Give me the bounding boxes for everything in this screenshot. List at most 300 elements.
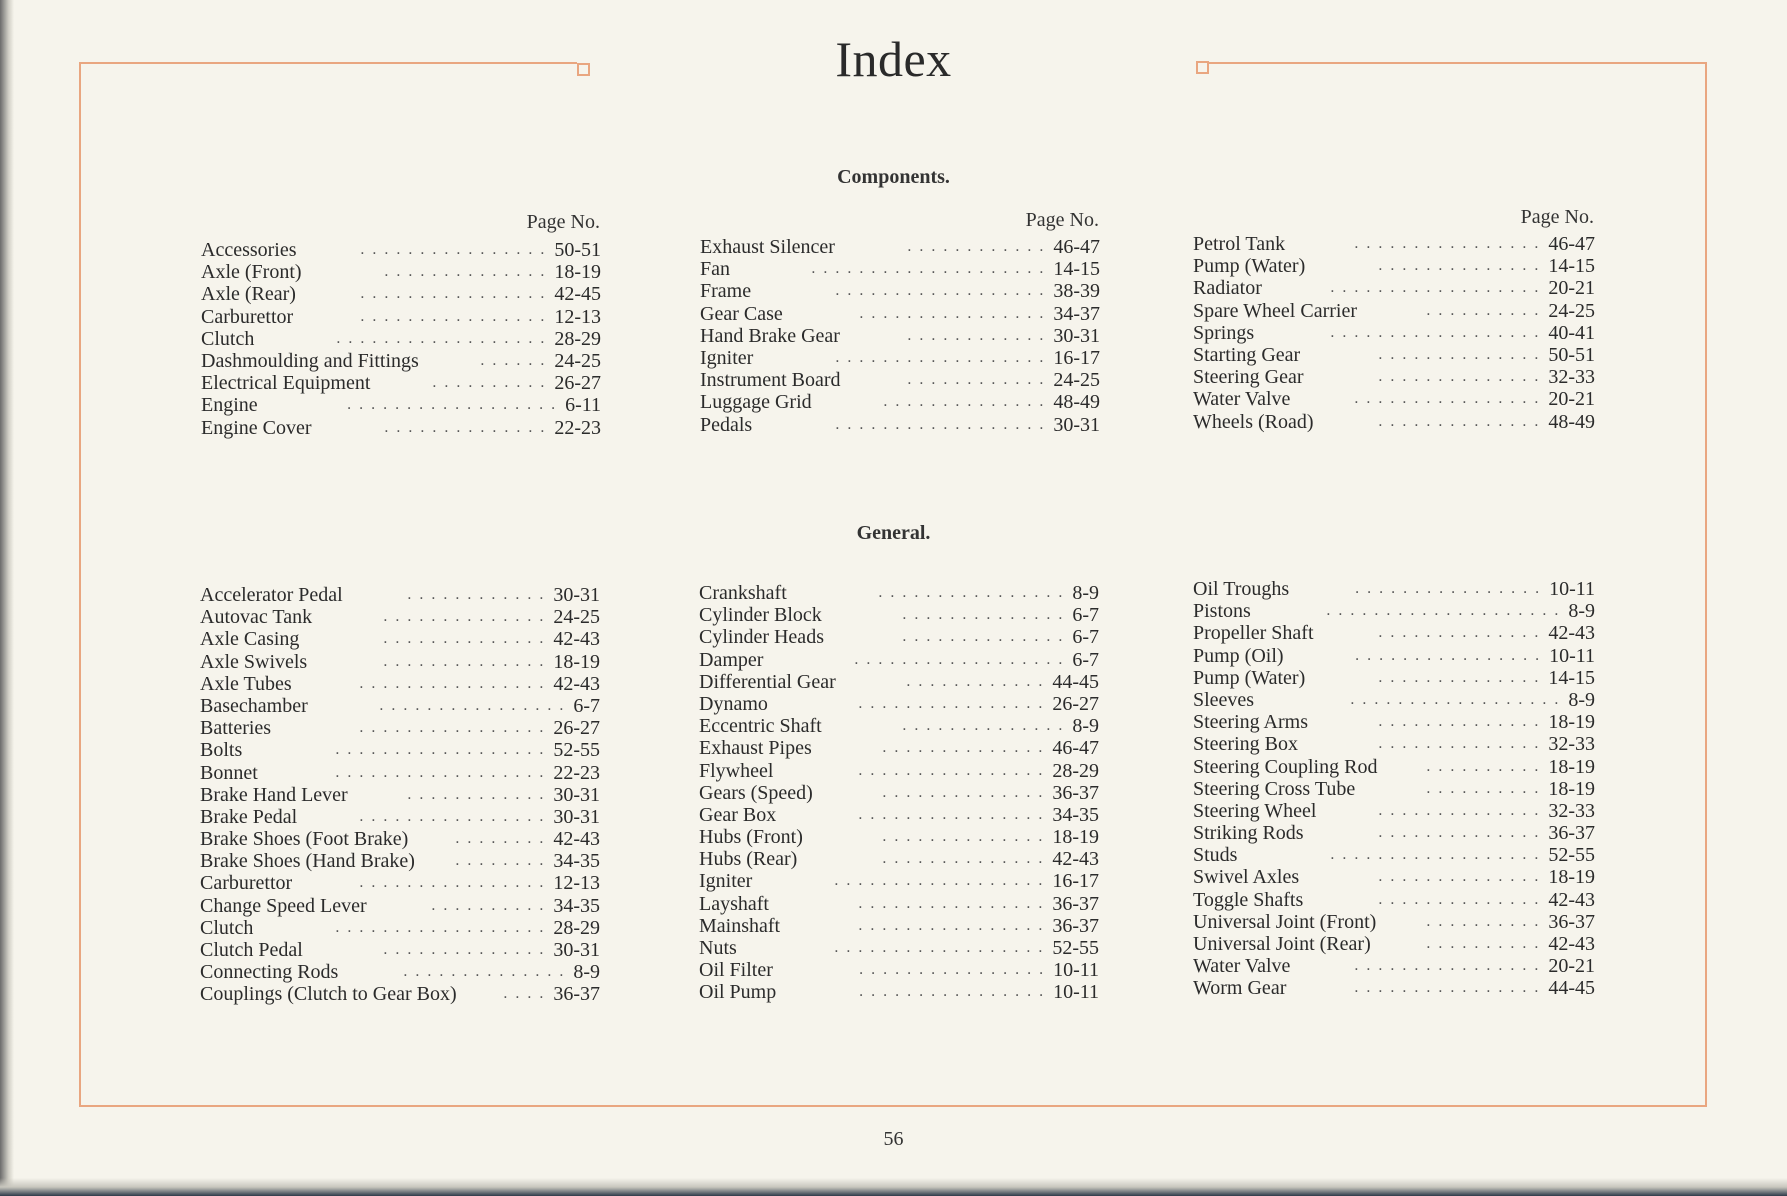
index-entry: [201, 328, 601, 350]
index-entry: [1193, 645, 1595, 667]
entry-page: 42-43: [1548, 933, 1595, 955]
entry-page: 48-49: [1548, 410, 1595, 433]
index-entry: [200, 917, 600, 939]
index-entry: [1193, 800, 1595, 822]
entry-page: 18-19: [1548, 777, 1595, 800]
index-entry: [201, 283, 601, 305]
index-entry: [1193, 889, 1595, 911]
leader-dots: . . . . . . . . . . . . . . . .: [1354, 390, 1541, 408]
entry-name: Springs: [1193, 321, 1255, 344]
entry-page: 30-31: [553, 783, 600, 806]
entry-name: Axle (Front): [201, 261, 302, 284]
entry-name: Studs: [1193, 844, 1238, 867]
index-entry: [1193, 667, 1595, 689]
index-entry: [200, 628, 600, 650]
entry-name: Brake Hand Lever: [200, 783, 348, 806]
entry-name: Layshaft: [699, 892, 769, 915]
entry-name: Brake Pedal: [200, 805, 298, 828]
entry-name: Axle Swivels: [200, 650, 308, 673]
entry-page: 16-17: [1052, 870, 1099, 893]
entry-page: 36-37: [1548, 910, 1595, 933]
components-column-1: [201, 239, 601, 439]
entry-page: 42-45: [554, 283, 601, 306]
components-heading: Components.: [837, 166, 950, 188]
index-entry: [201, 239, 601, 261]
entry-page: 34-35: [553, 850, 600, 873]
entry-name: Bolts: [200, 739, 243, 762]
index-entry: [1193, 822, 1595, 844]
leader-dots: . . . . . . . . . . . . . . . . . .: [336, 329, 547, 347]
leader-dots: . . . . . . . . . . . . . . . .: [359, 674, 546, 692]
index-entry: [200, 961, 600, 983]
leader-dots: . . . . . . . . . . . . . . . .: [359, 874, 546, 892]
entry-name: Radiator: [1193, 277, 1262, 300]
entry-page: 18-19: [1548, 866, 1595, 889]
index-entry: [200, 895, 600, 917]
entry-page: 30-31: [553, 805, 600, 828]
entry-name: Exhaust Pipes: [699, 737, 812, 760]
index-entry: [700, 414, 1100, 436]
entry-name: Spare Wheel Carrier: [1193, 299, 1357, 322]
entry-name: Accelerator Pedal: [200, 584, 343, 606]
entry-page: 8-9: [1072, 715, 1099, 738]
entry-page: 30-31: [1053, 324, 1100, 347]
entry-name: Gear Box: [699, 803, 777, 826]
entry-name: Carburettor: [200, 872, 293, 895]
entry-name: Water Valve: [1193, 388, 1291, 411]
index-entry: [1193, 411, 1595, 433]
index-entry: [699, 626, 1099, 648]
entry-page: 30-31: [553, 584, 600, 606]
index-entry: [1193, 600, 1595, 622]
leader-dots: . . . . . . . . . . . . . . . .: [858, 761, 1045, 779]
entry-page: 18-19: [1548, 755, 1595, 778]
index-entry: [1193, 366, 1595, 388]
entry-name: Autovac Tank: [200, 606, 313, 629]
index-entry: [201, 372, 601, 394]
leader-dots: . . . . . . . . . . . . . . . .: [360, 241, 547, 258]
entry-page: 52-55: [1052, 937, 1099, 959]
entry-name: Striking Rods: [1193, 822, 1304, 845]
entry-name: Bonnet: [200, 761, 258, 784]
entry-page: 6-7: [573, 694, 600, 717]
leader-dots: . . . . . . . . . . . . . .: [1378, 668, 1541, 686]
entry-name: Steering Wheel: [1193, 799, 1317, 822]
leader-dots: . . . . . . . . . . . . . . . . . .: [347, 396, 558, 414]
index-entry: [1193, 955, 1595, 977]
index-entry: [200, 784, 600, 806]
entry-page: 44-45: [1052, 670, 1099, 693]
general-heading: General.: [856, 522, 931, 544]
index-entry: [1193, 622, 1595, 644]
index-entry: [699, 937, 1099, 959]
leader-dots: . . . . . . . . . . . . . .: [383, 630, 546, 648]
index-entry: [699, 782, 1099, 804]
leader-dots: . . . . . . . . . . . . . .: [384, 263, 547, 281]
leader-dots: . . . . . . . . . . . . . .: [882, 783, 1045, 801]
index-entry: [699, 649, 1099, 671]
index-entry: [200, 939, 600, 961]
components-column-3: [1193, 233, 1595, 433]
entry-page: 20-21: [1548, 388, 1595, 411]
entry-name: Damper: [699, 648, 764, 671]
index-entry: [699, 760, 1099, 782]
entry-name: Pistons: [1193, 600, 1251, 623]
leader-dots: . . . . . . . . . . . . . . . . . .: [834, 872, 1045, 890]
index-entry: [1193, 578, 1595, 600]
entry-page: 16-17: [1053, 346, 1100, 369]
index-entry: [1193, 733, 1595, 755]
index-entry: [200, 739, 600, 761]
entry-name: Carburettor: [201, 305, 294, 328]
entry-name: Connecting Rods: [200, 961, 339, 984]
index-entry: [1193, 233, 1595, 255]
entry-name: Nuts: [699, 937, 737, 959]
entry-page: 18-19: [554, 261, 601, 284]
entry-page: 36-37: [1052, 781, 1099, 804]
index-entry: [699, 981, 1099, 1003]
entry-name: Dynamo: [699, 692, 768, 715]
index-entry: [201, 306, 601, 328]
leader-dots: . . . . . . . . . .: [432, 374, 547, 392]
index-entry: [699, 915, 1099, 937]
page-no-header-1: Page No.: [526, 211, 600, 233]
entry-page: 8-9: [1568, 688, 1595, 711]
entry-name: Pedals: [700, 413, 753, 436]
entry-page: 20-21: [1548, 955, 1595, 978]
entry-page: 22-23: [554, 416, 601, 439]
leader-dots: . . . . . . . . . . . . . .: [1378, 345, 1541, 363]
index-entry: [200, 717, 600, 739]
leader-dots: . . . . . . . . . .: [431, 896, 546, 914]
entry-page: 26-27: [554, 372, 601, 395]
index-entry: [200, 983, 600, 1005]
entry-name: Water Valve: [1193, 955, 1291, 978]
entry-page: 6-7: [1072, 604, 1099, 627]
entry-page: 52-55: [553, 739, 600, 762]
leader-dots: . . . . . . . . . . . . . .: [882, 828, 1045, 846]
entry-name: Clutch Pedal: [200, 939, 303, 961]
entry-page: 40-41: [1548, 321, 1595, 344]
leader-dots: . . . . . . . . . .: [1426, 301, 1541, 319]
leader-dots: . . . . . . . . . . . . . . . . . .: [854, 650, 1065, 668]
entry-name: Universal Joint (Front): [1193, 910, 1377, 933]
leader-dots: . . . .: [503, 985, 546, 1003]
leader-dots: . . . . . . . . . . . .: [907, 371, 1046, 389]
entry-page: 34-35: [1052, 803, 1099, 826]
leader-dots: . . . . . . . . . . . . . .: [1378, 257, 1541, 275]
entry-name: Steering Cross Tube: [1193, 777, 1356, 800]
entry-page: 52-55: [1548, 844, 1595, 867]
entry-name: Oil Pump: [699, 981, 777, 1004]
entry-name: Starting Gear: [1193, 343, 1301, 366]
leader-dots: . . . . . .: [480, 351, 547, 369]
leader-dots: . . . . . . . . . . . . . . . . . .: [1330, 279, 1541, 297]
entry-page: 28-29: [1052, 759, 1099, 782]
entry-name: Exhaust Silencer: [700, 236, 835, 258]
leader-dots: . . . . . . . . . . . . . . . .: [1354, 979, 1541, 997]
entry-name: Accessories: [201, 239, 297, 261]
entry-name: Axle Casing: [200, 628, 300, 651]
leader-dots: . . . . . . . . . . . . . .: [1378, 868, 1541, 886]
entry-page: 6-11: [565, 394, 601, 417]
leader-dots: . . . . . . . . . . . . . . . .: [379, 696, 566, 714]
entry-page: 6-7: [1072, 648, 1099, 671]
leader-dots: . . . . . . . . . . . . . . . . . . . .: [811, 260, 1046, 278]
entry-page: 30-31: [553, 939, 600, 961]
entry-name: Wheels (Road): [1193, 410, 1314, 433]
index-entry: [1193, 344, 1595, 366]
entry-name: Luggage Grid: [700, 391, 812, 414]
entry-name: Axle (Rear): [201, 283, 296, 306]
entry-page: 24-25: [553, 606, 600, 629]
entry-name: Couplings (Clutch to Gear Box): [200, 983, 457, 1006]
leader-dots: . . . . . . . . . . . . . . . .: [1355, 646, 1542, 664]
entry-name: Swivel Axles: [1193, 866, 1300, 889]
leader-dots: . . . . . . . . . . . . . .: [882, 850, 1045, 868]
page-edge-shadow: [0, 1178, 1787, 1196]
entry-page: 28-29: [554, 327, 601, 350]
entry-page: 18-19: [1548, 711, 1595, 734]
entry-name: Pump (Oil): [1193, 644, 1284, 667]
entry-name: Pump (Water): [1193, 255, 1306, 278]
leader-dots: . . . . . . . . . . . . . . . . . .: [835, 348, 1046, 366]
index-entry: [201, 350, 601, 372]
entry-name: Hand Brake Gear: [700, 324, 840, 347]
index-entry: [699, 693, 1099, 715]
index-entry: [201, 417, 601, 439]
index-entry: [1193, 977, 1595, 999]
entry-page: 20-21: [1548, 277, 1595, 300]
index-entry: [1193, 756, 1595, 778]
index-entry: [1193, 844, 1595, 866]
index-entry: [1193, 255, 1595, 277]
leader-dots: . . . . . . . . . . . . . . . . . .: [1330, 323, 1541, 341]
entry-page: 22-23: [553, 761, 600, 784]
leader-dots: . . . . . . . . . . . . . . . .: [859, 983, 1046, 1001]
leader-dots: . . . . . . . . . . . . . . . .: [360, 307, 547, 325]
index-entry: [200, 606, 600, 628]
entry-page: 8-9: [1568, 600, 1595, 623]
entry-name: Propeller Shaft: [1193, 622, 1314, 645]
entry-name: Universal Joint (Rear): [1193, 933, 1371, 955]
leader-dots: . . . . . . . . . . . . . . . .: [858, 694, 1045, 712]
index-entry: [200, 673, 600, 695]
entry-name: Igniter: [699, 870, 753, 893]
page-number: 56: [883, 1128, 904, 1150]
entry-page: 50-51: [554, 239, 601, 261]
page-title: Index: [835, 31, 952, 87]
index-entry: [700, 258, 1100, 280]
index-entry: [200, 872, 600, 894]
entry-name: Igniter: [700, 346, 754, 369]
entry-name: Cylinder Heads: [699, 626, 824, 649]
entry-page: 42-43: [1052, 848, 1099, 871]
entry-name: Dashmoulding and Fittings: [201, 349, 419, 372]
leader-dots: . . . . . . . . . .: [1426, 779, 1541, 797]
entry-page: 14-15: [1548, 255, 1595, 278]
leader-dots: . . . . . . . . . . . . . .: [1378, 624, 1541, 642]
leader-dots: . . . . . . . . . . . . . . . .: [859, 304, 1046, 322]
leader-dots: . . . . . . . . . . . . . .: [383, 652, 546, 670]
entry-page: 38-39: [1053, 280, 1100, 303]
entry-page: 12-13: [553, 872, 600, 895]
leader-dots: . . . . . . . . . . . . . . . .: [359, 719, 546, 737]
entry-name: Eccentric Shaft: [699, 715, 822, 738]
leader-dots: . . . . . . . . . . . . . .: [902, 628, 1065, 646]
leader-dots: . . . . . . . . . . . .: [407, 785, 546, 803]
index-entry: [1193, 277, 1595, 299]
entry-page: 8-9: [573, 961, 600, 984]
index-entry: [1193, 689, 1595, 711]
leader-dots: . . . . . . . . . . . . . .: [883, 393, 1046, 411]
index-entry: [200, 695, 600, 717]
index-entry: [699, 737, 1099, 759]
leader-dots: . . . . . . . . . . . . . .: [383, 608, 546, 626]
entry-page: 42-43: [1548, 622, 1595, 645]
entry-name: Steering Arms: [1193, 711, 1308, 734]
entry-name: Steering Box: [1193, 733, 1298, 756]
index-entry: [1193, 866, 1595, 888]
index-entry: [699, 715, 1099, 737]
leader-dots: . . . . . . . . . . . . . . . .: [878, 584, 1065, 601]
entry-page: 18-19: [1052, 826, 1099, 849]
index-entry: [200, 806, 600, 828]
index-entry: [699, 848, 1099, 870]
index-entry: [700, 369, 1100, 391]
entry-name: Sleeves: [1193, 688, 1255, 711]
leader-dots: . . . . . . . . . . . . . . . . . .: [335, 918, 546, 936]
entry-page: 10-11: [1549, 644, 1595, 667]
index-entry: [1193, 322, 1595, 344]
leader-dots: . . . . . . . . . . . .: [907, 238, 1046, 255]
entry-page: 32-33: [1548, 366, 1595, 389]
leader-dots: . . . . . . . . . . . . . . . . . .: [834, 939, 1045, 956]
leader-dots: . . . . . . . . . .: [1426, 935, 1541, 952]
entry-name: Toggle Shafts: [1193, 888, 1304, 911]
entry-name: Clutch: [200, 916, 254, 939]
entry-page: 46-47: [1548, 233, 1595, 255]
entry-page: 10-11: [1053, 981, 1099, 1004]
entry-page: 36-37: [553, 983, 600, 1006]
general-column-1: [200, 584, 600, 1006]
index-entry: [200, 850, 600, 872]
entry-page: 34-35: [553, 894, 600, 917]
leader-dots: . . . . . . . . . . . . . . . .: [359, 807, 546, 825]
leader-dots: . . . . . . . . . . . . . .: [902, 717, 1065, 735]
leader-dots: . . . . . . . . . . . . . . . . . .: [335, 763, 546, 781]
entry-page: 44-45: [1548, 977, 1595, 1000]
entry-page: 30-31: [1053, 413, 1100, 436]
leader-dots: . . . . . . . .: [455, 830, 546, 848]
index-entry: [699, 826, 1099, 848]
entry-page: 8-9: [1072, 582, 1099, 604]
entry-name: Steering Gear: [1193, 366, 1304, 389]
leader-dots: . . . . . . . . . . . . . .: [1378, 890, 1541, 908]
leader-dots: . . . . . . . . . . . . . .: [882, 739, 1045, 757]
entry-page: 14-15: [1053, 258, 1100, 281]
entry-page: 36-37: [1052, 892, 1099, 915]
leader-dots: . . . . . . . . . . . . . .: [1378, 735, 1541, 753]
leader-dots: . . . . . . . . . . . . . . . .: [858, 916, 1045, 934]
entry-name: Crankshaft: [699, 582, 787, 604]
index-entry: [699, 582, 1099, 604]
leader-dots: . . . . . . . . . . . . . .: [1378, 801, 1541, 819]
entry-name: Cylinder Block: [699, 604, 822, 627]
leader-dots: . . . . . . . . . . . . . . . .: [859, 961, 1046, 979]
entry-page: 12-13: [554, 305, 601, 328]
index-entry: [700, 280, 1100, 302]
index-entry: [699, 604, 1099, 626]
leader-dots: . . . . . . . . . . . . . .: [1378, 713, 1541, 731]
index-entry: [699, 893, 1099, 915]
leader-dots: . . . . . . . . . . . . . .: [403, 963, 566, 981]
index-entry: [700, 391, 1100, 413]
entry-name: Brake Shoes (Hand Brake): [200, 850, 415, 873]
leader-dots: . . . . . . . . . . . . . . . .: [1354, 957, 1541, 975]
entry-page: 32-33: [1548, 799, 1595, 822]
leader-dots: . . . . . . . . . . . . . . . .: [1355, 580, 1542, 597]
entry-page: 36-37: [1548, 822, 1595, 845]
index-entry: [699, 870, 1099, 892]
leader-dots: . . . . . . . . . . . . . .: [902, 606, 1065, 624]
index-entry: [200, 584, 600, 606]
leader-dots: . . . . . . . . . . . . . . . . . .: [335, 741, 546, 759]
entry-name: Worm Gear: [1193, 977, 1287, 1000]
entry-name: Petrol Tank: [1193, 233, 1286, 255]
entry-page: 6-7: [1072, 626, 1099, 649]
entry-name: Oil Troughs: [1193, 578, 1290, 600]
leader-dots: . . . . . . . . . . . . . . . . . .: [1330, 846, 1541, 864]
entry-page: 10-11: [1549, 578, 1595, 600]
entry-name: Basechamber: [200, 694, 308, 717]
index-entry: [699, 804, 1099, 826]
index-entry: [1193, 711, 1595, 733]
entry-page: 46-47: [1053, 236, 1100, 258]
entry-page: 34-37: [1053, 302, 1100, 325]
index-entry: [1193, 933, 1595, 955]
entry-page: 24-25: [554, 349, 601, 372]
index-entry: [1193, 300, 1595, 322]
entry-page: 24-25: [1548, 299, 1595, 322]
entry-name: Electrical Equipment: [201, 372, 371, 395]
index-entry: [700, 303, 1100, 325]
entry-name: Mainshaft: [699, 914, 781, 937]
index-entry: [699, 671, 1099, 693]
index-entry: [200, 651, 600, 673]
entry-page: 42-43: [1548, 888, 1595, 911]
general-column-2: [699, 582, 1099, 1004]
entry-page: 42-43: [553, 672, 600, 695]
entry-name: Clutch: [201, 327, 255, 350]
entry-name: Fan: [700, 258, 730, 281]
leader-dots: . . . . . . . . . .: [1426, 912, 1541, 930]
leader-dots: . . . . . . . . . . . . . .: [1378, 412, 1541, 430]
leader-dots: . . . . . . . . . . . .: [907, 326, 1046, 344]
index-entry: [200, 828, 600, 850]
index-entry: [200, 762, 600, 784]
leader-dots: . . . . . . . .: [455, 852, 546, 870]
index-entry: [700, 236, 1100, 258]
index-entry: [201, 261, 601, 283]
index-entry: [1193, 388, 1595, 410]
leader-dots: . . . . . . . . . . . .: [407, 586, 546, 603]
general-column-3: [1193, 578, 1595, 1000]
entry-page: 26-27: [1052, 692, 1099, 715]
entry-name: Engine: [201, 394, 258, 417]
leader-dots: . . . . . . . . . . . . . .: [383, 941, 546, 958]
index-entry: [201, 394, 601, 416]
